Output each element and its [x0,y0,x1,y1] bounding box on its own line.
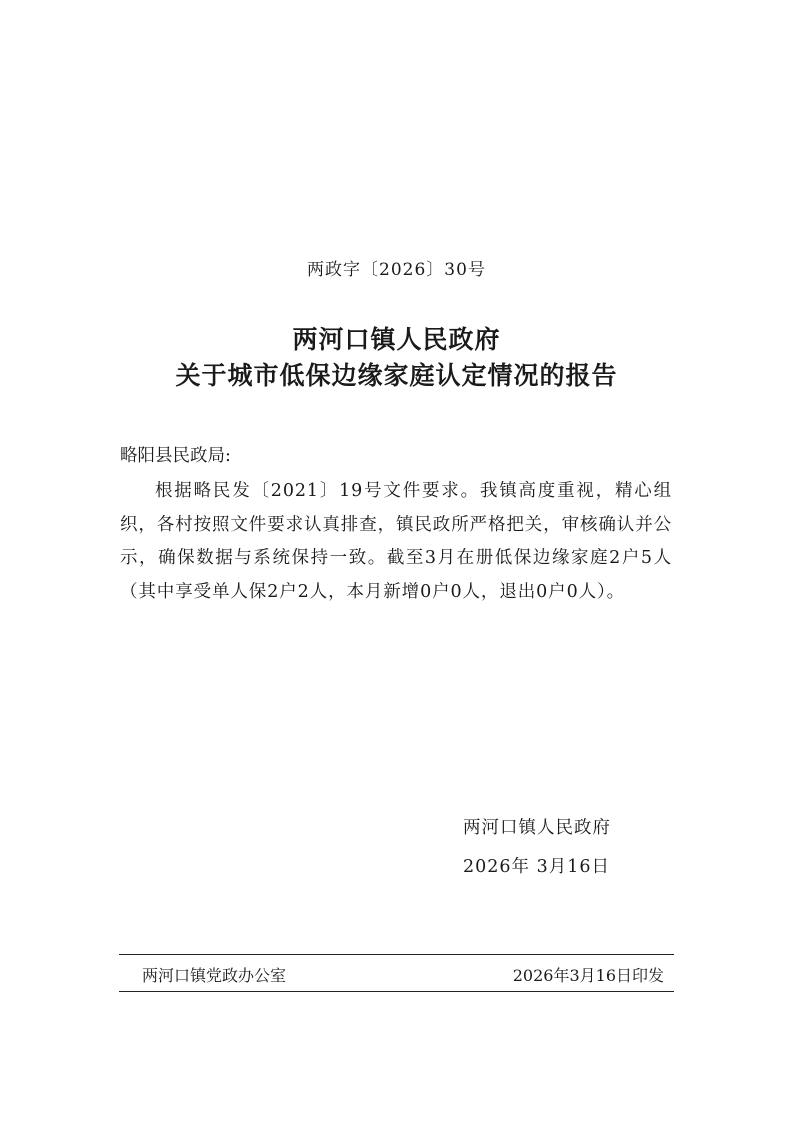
addressee: 略阳县民政局: [120,446,231,466]
footer-issuer: 两河口镇党政办公室 [142,966,287,985]
signature-organization: 两河口镇人民政府 [463,818,611,838]
signature-date: 2026年 3月16日 [463,857,611,877]
footer-divider-bottom [119,991,674,992]
footer-print-date: 2026年3月16日印发 [512,966,664,985]
body-paragraph: 根据略民发〔2021〕19号文件要求。我镇高度重视，精心组织，各村按照文件要求认真排查，镇民政所严格把关，审核确认并公示，确保数据与系统保持一致。截至3月在册低保边缘家庭2户5人（其中享受单人保2户2人，本月新增0户0人，退出0户0人）。 [120,481,672,602]
document-title [0,322,793,394]
footer-divider-top [119,954,674,955]
document-number: 两政字〔2026〕30号 [307,260,486,280]
title-line-1: 两河口镇人民政府 [292,325,501,354]
title-line-2: 关于城市低保边缘家庭认定情况的报告 [175,361,618,390]
